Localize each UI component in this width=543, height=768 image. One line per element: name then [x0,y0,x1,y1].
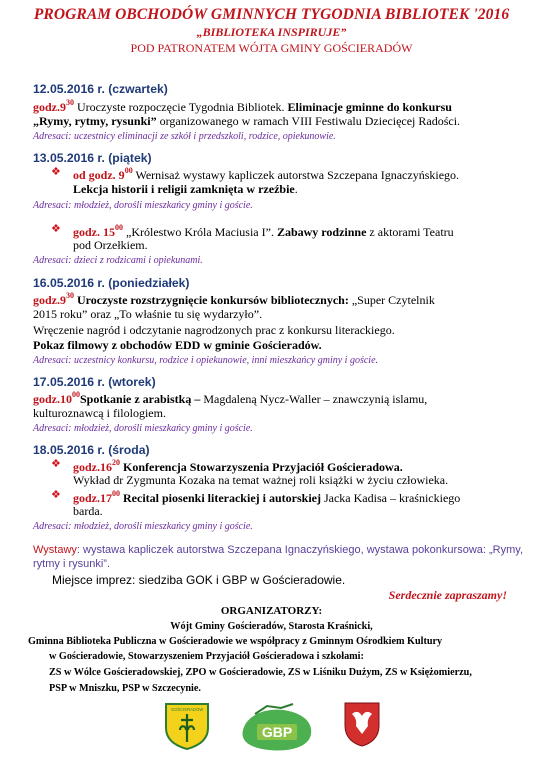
day3-time: $godz.9^{30}$ [33,291,74,307]
day5-event1-line2: Wykład dr Zygmunta Kozaka na temat ważnej roli książki w życiu człowieka. [73,473,449,487]
day3-line1: $godz.9^{30}$ Uroczyste rozstrzygnięcie konkursów bibliotecznych: „Super Czytelnik [33,291,435,307]
closing-invitation: Serdecznie zapraszamy! [388,588,507,602]
bullet-star-icon: ❖ [51,166,61,178]
logo1-label: GOŚCIERADÓW [170,707,204,712]
krasnik-coat-of-arms-icon [342,700,382,748]
day5-event2-time: $godz.17^{00}$ [73,489,120,505]
day2-date: 13.05.2016 r. (piątek) [33,151,152,165]
exhibitions-line1: Wystawy: wystawa kapliczek autorstwa Szczepana Ignaczyńskiego, wystawa pokonkursowa: „Rymy, [33,544,524,556]
day2-addressees2: Adresaci: dzieci z rodzicami i opiekunami. [33,255,203,266]
bullet-star-icon: ❖ [51,223,61,235]
organizers-line3: w Gościeradowie, Stowarzyszeniem Przyjaciół Gościeradowa i szkołami: [49,651,364,662]
day1-time: $godz.9^{30}$ [33,98,74,114]
day1-addressees: Adresaci: uczestnicy eliminacji ze szkół i przedszkoli, rodzice, opiekunowie. [33,131,336,142]
venue: Miejsce imprez: siedziba GOK i GBP w Gościeradowie. [52,573,346,587]
day3-line4: Pokaz filmowy z obchodów EDD w gminie Gościeradów. [33,338,322,352]
logo2-label: GBP [261,724,293,740]
day5-event2-line2: barda. [73,504,103,518]
organizers-line2: Gminna Biblioteka Publiczna w Gościeradowie we współpracy z Gminnym Ośrodkiem Kultury [28,636,443,647]
day5-event1-line1: $godz.16^{20}$ Konferencja Stowarzyszenia Przyjaciół Gościeradowa. [73,458,403,474]
day2-addressees1: Adresaci: młodzież, dorośli mieszkańcy gminy i goście. [33,200,253,211]
day3-line2: 2015 roku” oraz „To właśnie tu się wydarzyło”. [33,307,263,321]
day2-event2-line1: godz. $15^{00}$ „Królestwo Króla Maciusia I”. Zabawy rodzinne z aktorami Teatru [73,223,454,239]
day4-line2: kulturoznawcą i filologiem. [33,406,166,420]
organizers-line5: PSP w Mniszku, PSP w Szczecynie. [49,683,201,694]
day4-line1: $godz.10^{00}Spotkanie$ z arabistką – Magdaleną Nycz-Waller – znawczynią islamu, [33,390,428,406]
day5-date: 18.05.2016 r. (środa) [33,443,150,457]
day1-date: 12.05.2016 r. (czwartek) [33,82,168,96]
bullet-star-icon: ❖ [51,489,61,501]
day2-event1-line1: od godz. $9^{00}$ Wernisaż wystawy kapliczek autorstwa Szczepana Ignaczyńskiego. [73,166,460,182]
day2-event1-line2: Lekcja historii i religii zamknięta w rzeźbie. [73,182,298,196]
bullet-star-icon: ❖ [51,458,61,470]
day4-time: $godz.10^{00}$ [33,390,80,406]
organizers-line4: ZS w Wólce Gościeradowskiej, ZPO w Gościeradowie, ZS w Liśniku Dużym, ZS w Księżomierzu, [49,667,472,678]
day3-date: 16.05.2016 r. (poniedziałek) [33,276,190,290]
organizers-line1: Wójt Gminy Gościeradów, Starosta Kraśnicki, [170,621,373,632]
program-motto: „BIBLIOTEKA INSPIRUJE” [196,25,347,39]
day4-date: 17.05.2016 r. (wtorek) [33,375,156,389]
gosciieradow-logo [162,700,212,750]
day5-event1-time: $godz.16^{20}$ [73,458,120,474]
program-patronage: POD PATRONATEM WÓJTA GMINY GOŚCIERADÓW [130,41,413,55]
exhibitions-line2: rytmy i rysunki”. [33,558,110,570]
day3-addressees: Adresaci: uczestnicy konkursu, rodzice i opiekunowie, inni mieszkańcy gminy i goście. [33,355,379,366]
organizers-title: ORGANIZATORZY: [220,605,323,617]
day5-addressees: Adresaci: młodzież, dorośli mieszkańcy gminy i goście. [33,521,253,532]
day2-event1-time: od godz. $9^{00}$ [73,166,133,182]
gbp-logo [237,700,317,755]
day4-addressees: Adresaci: młodzież, dorośli mieszkańcy gminy i goście. [33,423,253,434]
day5-event2-line1: $godz.17^{00}$ Recital piosenki literackiej i autorskiej Jacka Kadisa – kraśnickiego [73,489,461,505]
program-title: PROGRAM OBCHODÓW GMINNYCH TYGODNIA BIBLIOTEK '2016 [33,6,510,23]
day1-line1: $godz.9^{30}$ Uroczyste rozpoczęcie Tygodnia Bibliotek. Eliminacje gminne do konkursu [33,98,452,114]
day2-event2-time: godz. $15^{00}$ [73,223,123,239]
day3-line3: Wręczenie nagród i odczytanie nagrodzonych prac z konkursu literackiego. [33,323,395,337]
day2-event2-line2: pod Orzełkiem. [73,238,148,252]
day1-line2: „Rymy, rytmy, rysunki” organizowanego w ramach VIII Festiwalu Dziecięcej Radości. [33,114,461,128]
